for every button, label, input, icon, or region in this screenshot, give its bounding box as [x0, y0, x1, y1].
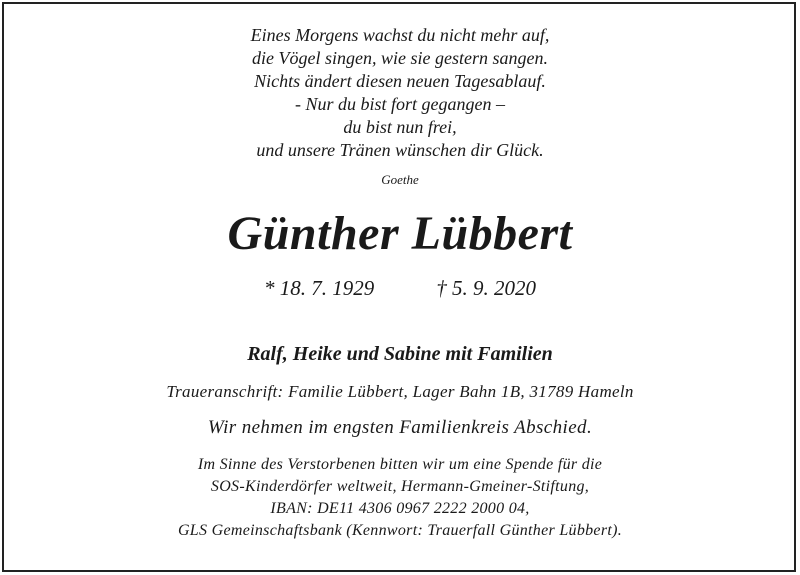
life-dates [0, 276, 800, 301]
deceased-name: Günther Lübbert [227, 207, 573, 260]
poem-line: und unsere Tränen wünschen dir Glück. [256, 140, 544, 160]
donation-line: GLS Gemeinschaftsbank (Kennwort: Trauerfall Günther Lübbert). [177, 522, 623, 539]
poem-line: Eines Morgens wachst du nicht mehr auf, [250, 25, 550, 45]
poem-line: du bist nun frei, [343, 117, 457, 137]
donation-line: IBAN: DE11 4306 0967 2222 2000 04, [270, 500, 530, 517]
mourning-address: Traueranschrift: Familie Lübbert, Lager Bahn 1B, 31789 Hameln [166, 382, 634, 401]
donation-line: Im Sinne des Verstorbenen bitten wir um eine Spende für die [197, 456, 603, 473]
birth-date: * 18. 7. 1929 [264, 276, 375, 300]
farewell-note: Wir nehmen im engsten Familienkreis Abschied. [207, 417, 593, 438]
donation-line: SOS-Kinderdörfer weltweit, Hermann-Gmeiner-Stiftung, [210, 478, 590, 495]
poem [0, 24, 800, 162]
mourners: Ralf, Heike und Sabine mit Familien [247, 343, 553, 365]
poem-line: Nichts ändert diesen neuen Tagesablauf. [254, 71, 546, 91]
poem-line: die Vögel singen, wie sie gestern sangen. [252, 48, 548, 68]
donation-request [0, 454, 800, 542]
poem-line: - Nur du bist fort gegangen – [295, 94, 505, 114]
death-date: † 5. 9. 2020 [436, 276, 536, 300]
poem-author: Goethe [381, 172, 419, 187]
